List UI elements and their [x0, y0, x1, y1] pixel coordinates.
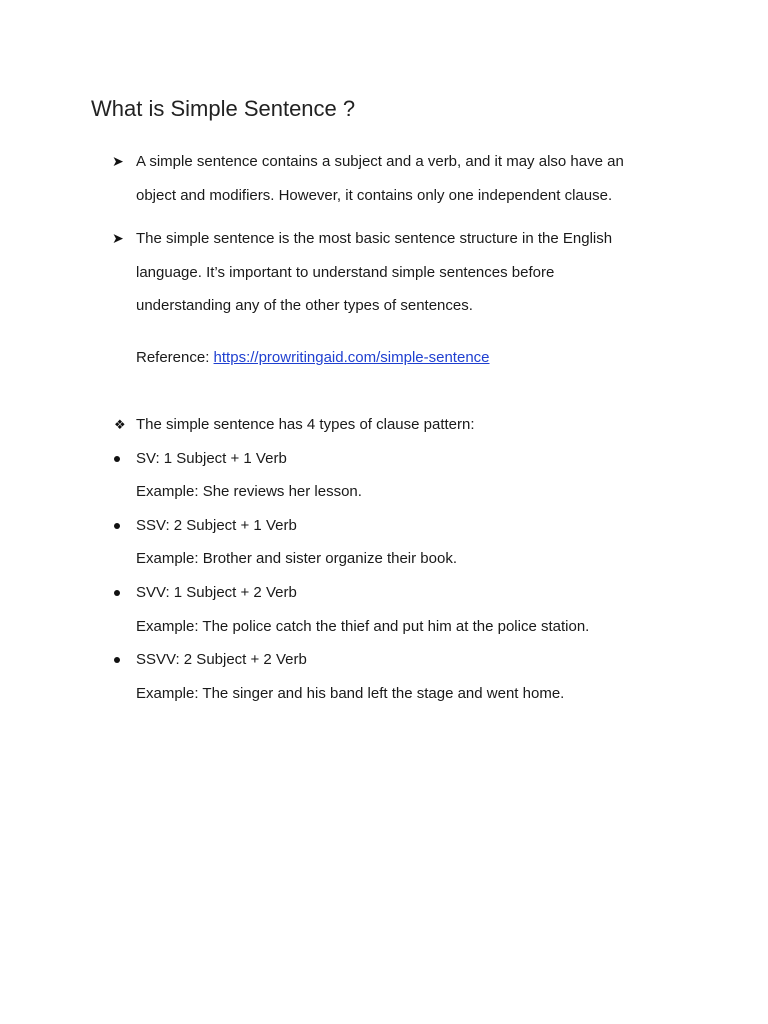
pattern-rule: SVV: 1 Subject + 2 Verb — [136, 584, 297, 601]
page-title: What is Simple Sentence ? — [91, 96, 356, 121]
arrow-bullet-icon: ➤ — [112, 153, 124, 169]
pattern-rule: SSV: 2 Subject + 1 Verb — [136, 517, 297, 534]
dot-bullet-icon — [114, 456, 120, 462]
reference-link[interactable]: https://prowritingaid.com/simple-sentence — [213, 349, 490, 366]
pattern-example: Example: The police catch the thief and put him at the police station. — [136, 618, 590, 635]
intro-point-line: language. It’s important to understand simple sentences before — [136, 263, 555, 281]
pattern-rule: SSVV: 2 Subject + 2 Verb — [136, 651, 307, 668]
intro-point-line: A simple sentence contains a subject and a verb, and it may also have an — [136, 153, 624, 170]
intro-point-line: The simple sentence is the most basic sentence structure in the English — [136, 230, 613, 247]
patterns-heading-text: The simple sentence has 4 types of clause pattern: — [136, 416, 475, 433]
intro-point-line: object and modifiers. However, it contains only one independent clause. — [136, 186, 613, 204]
pattern-example: Example: Brother and sister organize their book. — [136, 550, 457, 567]
patterns-heading — [136, 408, 696, 442]
pattern-example: Example: The singer and his band left the stage and went home. — [136, 685, 565, 702]
reference-label: Reference: — [136, 349, 214, 366]
dot-bullet-icon — [114, 523, 120, 529]
dot-bullet-icon — [114, 657, 120, 663]
intro-point-line: understanding any of the other types of sentences. — [136, 297, 473, 314]
dot-bullet-icon — [114, 590, 120, 596]
pattern-example: Example: She reviews her lesson. — [136, 483, 362, 500]
intro-point — [136, 145, 696, 212]
reference — [136, 341, 696, 375]
arrow-bullet-icon: ➤ — [112, 230, 124, 246]
intro-point — [136, 222, 696, 323]
diamond-bullet-icon: ❖ — [114, 417, 126, 432]
pattern-rule: SV: 1 Subject + 1 Verb — [136, 450, 287, 467]
